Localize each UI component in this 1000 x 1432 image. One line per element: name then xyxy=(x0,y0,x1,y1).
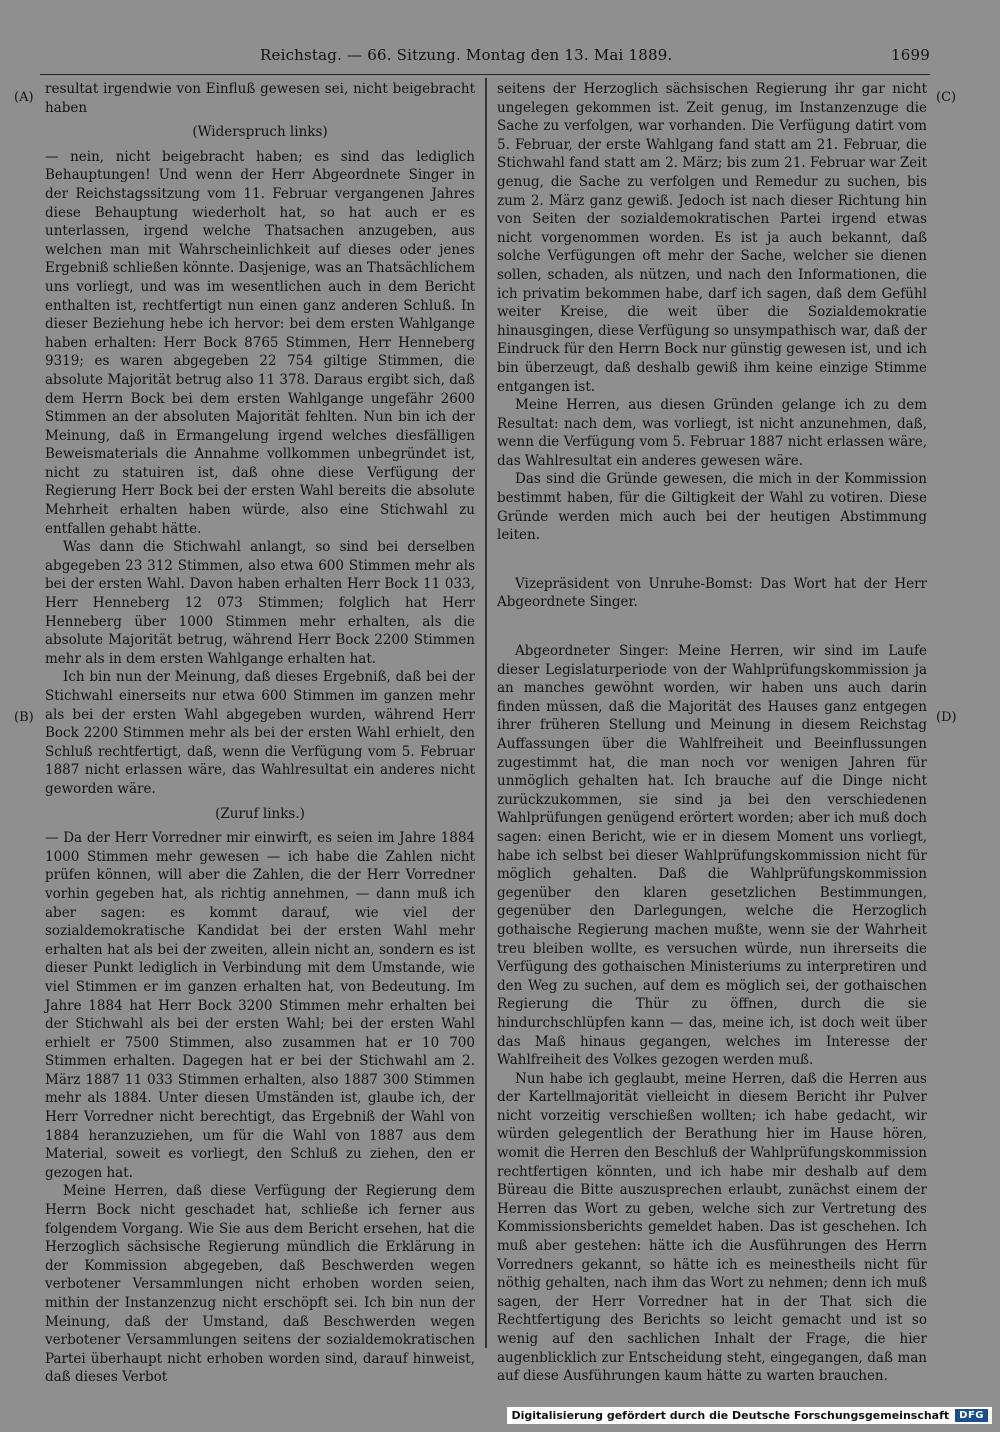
dfg-logo: DFG xyxy=(955,1409,988,1422)
margin-marker-a: (A) xyxy=(14,90,34,105)
left-column-paragraph: — nein, nicht beigebracht haben; es sind das lediglich Behauptungen! Und wenn der Herr Abgeordnete Singer in der Reichstagssitzung vom 11. Februar vergangenen Jahres diese Behauptung wiederholt hat, so hat auch er es unterlassen, irgend welche Thatsachen anzugeben, aus welchen man mit Wahrscheinlichkeit auf dieses oder jenes Ergebniß schließen könnte. Dasjenige, was an Thatsächlichem uns vorliegt, und was im wesentlichen auch in dem Bericht enthalten ist, rechtfertigt nun einen ganz anderen Schluß. In dieser Beziehung hebe ich hervor: bei dem ersten Wahlgange haben erhalten: Herr Bock 8765 Stimmen, Herr Henneberg 9319; es waren abgegeben 22 754 giltige Stimmen, die absolute Majorität betrug also 11 378. Daraus ergibt sich, daß dem Herrn Bock bei dem ersten Wahlgange ungefähr 2600 Stimmen an der absoluten Majorität fehlten. Nun bin ich der Meinung, daß in Ermangelung irgend welches diesfälligen Beweismaterials die Annahme vollkommen unbegründet ist, nicht zu statuiren ist, daß ohne diese Verfügung der Regierung Herr Bock bei der ersten Wahl bereits die absolute Mehrheit erhalten haben würde, also eine Stichwahl zu entfallen gehabt hätte. xyxy=(45,148,475,537)
right-column-paragraph: Meine Herren, aus diesen Gründen gelange ich zu dem Resultat: nach dem, was vorliegt, ist nicht anzunehmen, daß, wenn die Verfügung vom 5. Februar 1887 nicht erlassen wäre, das Wahlresultat ein anderes gewesen wäre. xyxy=(497,397,927,469)
left-column-paragraph: resultat irgendwie von Einfluß gewesen sei, nicht beigebracht haben xyxy=(45,81,475,116)
left-column xyxy=(45,80,475,1387)
right-column-paragraph: Vizepräsident von Unruhe-Bomst: Das Wort hat der Herr Abgeordnete Singer. xyxy=(497,575,927,611)
right-column-paragraph: Das sind die Gründe gewesen, die mich in der Kommission bestimmt haben, für die Giltigkeit der Wahl zu votiren. Diese Gründe werden mich auch bei der heutigen Abstimmung leiten. xyxy=(497,471,927,544)
left-column-paragraph: Meine Herren, daß diese Verfügung der Regierung dem Herrn Bock nicht geschadet hat, schließe ich ferner aus folgendem Vorgang. Wie Sie aus dem Bericht ersehen, hat die Herzoglich sächsische Regierung mündlich die Erklärung in der Kommission abgegeben, daß Beschwerden wegen verbotener Versammlungen nicht erhoben worden seien, mithin der Instanzenzug nicht erschöpft sei. Ich bin nun der Meinung, daß der Umstand, daß Beschwerden wegen verbotener Versammlungen seitens der sozialdemokratischen Partei überhaupt nicht erhoben worden sind, darauf hinweist, daß dieses Verbot xyxy=(45,1183,475,1386)
left-column-paragraph: Was dann die Stichwahl anlangt, so sind bei derselben abgegeben 23 312 Stimmen, also etwa 600 Stimmen mehr als bei der ersten Wahl. Davon haben erhalten Herr Bock 11 033, Herr Henneberg 12 073 Stimmen; folglich hat Herr Henneberg über 1000 Stimmen mehr erhalten, als die absolute Majorität betrug, während Herr Bock 2200 Stimmen mehr als in dem ersten Wahlgange erhalten hat. xyxy=(45,539,475,667)
left-column-paragraph: (Widerspruch links) xyxy=(192,124,328,141)
left-column-paragraph: Ich bin nun der Meinung, daß dieses Ergebniß, daß bei der Stichwahl einerseits nur etwa 600 Stimmen im ganzen mehr als bei der ersten Wahl abgegeben wurden, während Herr Bock 2200 Stimmen mehr als bei der ersten Wahl erhielt, den Schluß rechtfertigt, daß, wenn die Verfügung vom 5. Februar 1887 nicht erlassen wäre, das Wahlresultat ein anderes nicht geworden wäre. xyxy=(45,669,475,797)
right-column-paragraph: Abgeordneter Singer: Meine Herren, wir sind im Laufe dieser Legislaturperiode von der Wahlprüfungskommission ja an manches gewöhnt worden, wir haben uns auch darin finden müssen, daß die Majorität des Hauses ganz entgegen ihrer früheren Stellung und Meinung in diesem Reichstag Auffassungen über die Wahlfreiheit und Beeinflussungen zugestimmt hat, die man noch vor wenigen Jahren für unmöglich gehalten hat. Ich brauche auf die Dinge nicht zurückzukommen, sie sind ja bei den verschiedenen Wahlprüfungen genügend erörtert worden; aber ich muß doch sagen: einen Bericht, wie er in diesem Moment uns vorliegt, habe ich selbst bei dieser Wahlprüfungskommission nicht für möglich gehalten. Daß die Wahlprüfungskommission gegenüber den klaren gesetzlichen Bestimmungen, gegenüber den Darlegungen, welche die Herzoglich gothaische Regierung machen mußte, wenn sie der Wahrheit treu bleiben wollte, es versuchen würde, nun ihrerseits die Verfügung des gothaischen Ministeriums zu interpretiren und den Weg zu suchen, auf dem es möglich sei, der gothaischen Regierung die Thür zu öffnen, durch die sie hindurchschlüpfen kann — das, meine ich, ist doch weit über das Maß hinaus gegangen, welches im Interesse der Wahlfreiheit des Volkes gezogen werden muß. xyxy=(497,643,927,1069)
right-column-paragraph: seitens der Herzoglich sächsischen Regierung ihr gar nicht ungelegen gekommen ist. Zeit genug, im Instanzenzuge die Sache zu verfolgen, war vorhanden. Die Verfügung datirt vom 5. Februar, der erste Wahlgang fand statt am 21. Februar, die Stichwahl fand statt am 2. März; bis zum 21. Februar war Zeit genug, die Sache zu verfolgen und Remedur zu suchen, bis zum 2. März ganz gewiß. Jedoch ist nach dieser Richtung hin von Seiten der sozialdemokratischen Partei irgend etwas nicht vorgenommen worden. Es ist ja auch bekannt, daß solche Verfügungen oft mehr der Sache, welcher sie dienen sollen, schaden, als nützen, und nach den Informationen, die ich privatim bekommen habe, darf ich sagen, daß dem Gefühl weiter Kreise, die weit über die Sozialdemokratie hinausgingen, diese Verfügung so unsympathisch war, daß der Eindruck für den Herrn Bock nur günstig gewesen ist, und ich bin überzeugt, daß deshalb gewiß ihm keine einzige Stimme entgangen ist. xyxy=(497,81,927,395)
left-column-paragraph: (Zuruf links.) xyxy=(215,805,305,822)
left-column-paragraph: — Da der Herr Vorredner mir einwirft, es seien im Jahre 1884 1000 Stimmen mehr gewesen — ich habe die Zahlen nicht prüfen können, will aber die Zahlen, die der Herr Vorredner vorhin gegeben hat, als richtig annehmen, — dann muß ich aber sagen: es kommt darauf, wie viel der sozialdemokratische Kandidat bei der ersten Wahl mehr erhalten hat als bei der zweiten, allein nicht an, sondern es ist dieser Punkt lediglich in Verbindung mit dem Umstande, wie viel Stimmen er im ganzen erhalten hat, von Bedeutung. Im Jahre 1884 hat Herr Bock 3200 Stimmen mehr erhalten bei der Stichwahl als bei der ersten Wahl; bei der ersten Wahl erhielt er 7500 Stimmen, also zusammen hat er 10 700 Stimmen erhalten. Dagegen hat er bei der Stichwahl am 2. März 1887 11 033 Stimmen erhalten, also 1887 300 Stimmen mehr als 1884. Unter diesen Umständen ist, glaube ich, der Herr Vorredner nicht berechtigt, das Ergebniß der Wahl von 1884 heranzuziehen, um für die Wahl von 1887 aus dem Material, soweit es vorliegt, den Schluß zu ziehen, den er gezogen hat. xyxy=(45,830,475,1181)
margin-marker-d: (D) xyxy=(936,710,957,725)
header-title: Reichstag. — 66. Sitzung. Montag den 13. Mai 1889. xyxy=(260,46,673,64)
footer-credit xyxy=(507,1407,992,1424)
column-divider xyxy=(485,78,487,1348)
page-number: 1699 xyxy=(891,46,930,64)
footer-text: Digitalisierung gefördert durch die Deutsche Forschungsgemeinschaft xyxy=(511,1409,950,1422)
margin-marker-c: (C) xyxy=(936,90,957,105)
page-header xyxy=(40,44,930,75)
right-column xyxy=(497,80,927,1386)
margin-marker-b: (B) xyxy=(14,710,34,725)
right-column-paragraph: Nun habe ich geglaubt, meine Herren, daß die Herren aus der Kartellmajorität vielleicht in diesem Bericht ihr Pulver nicht vorzeitig verschießen wollten; ich habe gedacht, wir würden gelegentlich der Berathung hier im Hause hören, womit die Herren den Beschluß der Wahlprüfungskommission rechtfertigen könnten, und ich habe mir deshalb auf dem Büreau die Bitte auszusprechen erlaubt, zunächst einem der Herren das Wort zu geben, welche sich zur Vertretung des Kommissionsberichts gemeldet haben. Das ist geschehen. Ich muß aber gestehen: hätte ich die Ausführungen des Herrn Vorredners gekannt, so hätte ich es meinestheils nicht für nöthig gehalten, nach ihm das Wort zu nehmen; denn ich muß sagen, der Herr Vorredner hat in der That sich die Rechtfertigung des Berichts so leicht gemacht und ist so wenig auf den sachlichen Inhalt der Frage, die hier augenblicklich zur Entscheidung steht, eingegangen, daß man auf diese Ausführungen kaum hätte zu warten brauchen. xyxy=(497,1070,927,1385)
